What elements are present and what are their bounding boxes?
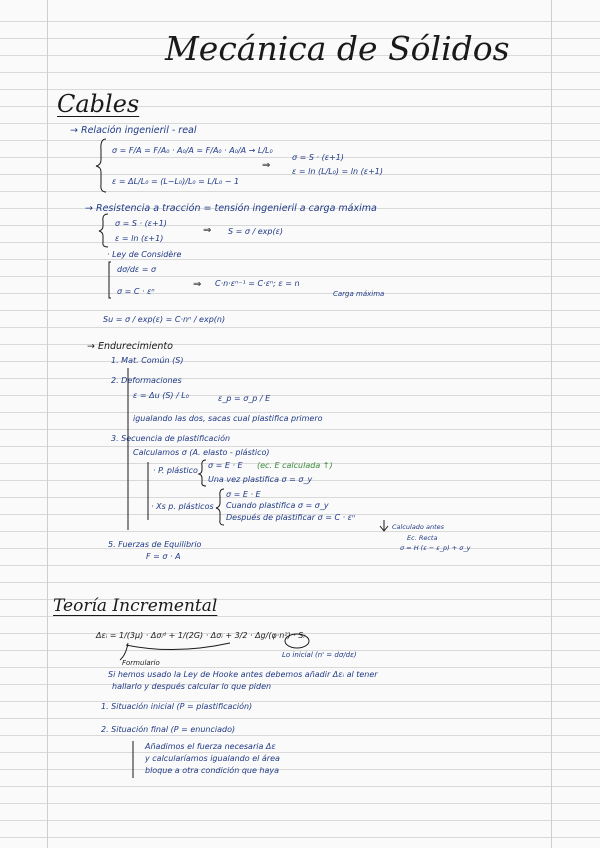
relacion-result-2: ε = ln (L/L₀) = ln (ε+1) bbox=[292, 167, 383, 176]
ley-considere: · Ley de Considère bbox=[107, 250, 182, 259]
item-3-subtitle: Calculamos σ (A. elasto - plástico) bbox=[133, 448, 270, 457]
incremental-equation: Δεᵢ = 1/(3μ) · Δσᵢᵈ + 1/(2G) · Δσᵢ + 3/2 · Δg/(φ·n²) · Sᵢ bbox=[96, 631, 305, 640]
resistencia-eq-1: σ = S · (ε+1) bbox=[115, 219, 167, 228]
lo-inicial-note: Lo inicial (n' = dσ/dε) bbox=[282, 651, 357, 659]
relacion-result-1: σ = S · (ε+1) bbox=[292, 153, 344, 162]
section-heading-cables: Cables bbox=[57, 90, 140, 118]
brace-p-plastico bbox=[199, 460, 206, 486]
item-5: 5. Fuerzas de Equilibrio bbox=[108, 540, 202, 549]
item-2-note: igualando las dos, sacas cual plastifica primero bbox=[133, 414, 323, 423]
brace-resistencia bbox=[99, 214, 108, 247]
section-heading-teoria: Teoría Incremental bbox=[53, 596, 218, 616]
relacion-eq-1: σ = F/A = F/A₀ · A₀/A = F/A₀ · A₀/A → L/L₀ bbox=[112, 146, 273, 155]
endurecimiento-label: → Endurecimiento bbox=[87, 341, 173, 352]
carga-maxima-note: Carga máxima bbox=[333, 290, 385, 298]
page-title: Mecánica de Sólidos bbox=[165, 29, 510, 68]
step-2-line-2: y calcularíamos igualando el área bbox=[145, 754, 280, 763]
hooke-note-2: hallarlo y después calcular lo que piden bbox=[112, 682, 272, 691]
relacion-eq-2: ε = ΔL/L₀ = (L−L₀)/L₀ = L/L₀ − 1 bbox=[112, 177, 240, 186]
p-plastico-eq-1-note: (ec. E calculada ↑) bbox=[257, 461, 333, 470]
relacion-label: → Relación ingenieril - real bbox=[70, 125, 197, 136]
resistencia-label: → Resistencia a tracción = tensión ingenieril a carga máxima bbox=[85, 203, 377, 214]
xs-plasticos-label: · Xs p. plásticos bbox=[151, 502, 214, 511]
su-formula: Su = σ / exp(ε) = C·nⁿ / exp(n) bbox=[103, 315, 226, 324]
side-note-2: Ec. Recta bbox=[407, 534, 438, 542]
implies-arrow-1: ⇒ bbox=[262, 160, 271, 171]
step-2: 2. Situación final (P = enunciado) bbox=[101, 725, 236, 734]
xs-eq-2: Cuando plastifica σ = σ_y bbox=[226, 501, 329, 510]
considere-result: C·n·εⁿ⁻¹ = C·εⁿ; ε = n bbox=[215, 279, 300, 288]
brace-xs-plasticos bbox=[216, 489, 224, 525]
item-5-eq: F = σ · A bbox=[146, 552, 181, 561]
hooke-note-1: Si hemos usado la Ley de Hooke antes debemos añadir Δεᵢ al tener bbox=[108, 670, 378, 679]
item-2-eq-2: ε_p = σ_p / E bbox=[218, 394, 271, 403]
bracket-considere bbox=[109, 262, 111, 298]
side-note-1: Calculado antes bbox=[392, 523, 445, 531]
step-2-line-1: Añadimos el fuerza necesaria Δε bbox=[145, 742, 276, 751]
brace-relacion bbox=[96, 139, 106, 192]
considere-eq-2: σ = C · εⁿ bbox=[117, 287, 155, 296]
item-1: 1. Mat. Común (S) bbox=[111, 356, 184, 365]
xs-eq-3: Después de plastificar σ = C · εⁿ bbox=[226, 513, 356, 522]
resistencia-result: S = σ / exp(ε) bbox=[228, 227, 284, 236]
down-arrow-side bbox=[380, 520, 388, 531]
formulario-pointer bbox=[120, 643, 230, 660]
step-2-line-3: bloque a otra condición que haya bbox=[145, 766, 280, 775]
p-plastico-eq-2: Una vez plastifica σ = σ_y bbox=[208, 475, 313, 484]
considere-eq-1: dσ/dε = σ bbox=[117, 265, 157, 274]
resistencia-eq-2: ε = ln (ε+1) bbox=[115, 234, 164, 243]
xs-eq-1: σ = E · E bbox=[226, 490, 261, 499]
formulario-label: Formulario bbox=[122, 659, 160, 667]
step-1: 1. Situación inicial (P = plastificación) bbox=[101, 702, 253, 711]
side-note-3: σ = H (ε − ε_p) + σ_y bbox=[400, 544, 471, 552]
item-2: 2. Deformaciones bbox=[111, 376, 182, 385]
item-3: 3. Secuencia de plastificación bbox=[111, 434, 231, 443]
p-plastico-eq-1: σ = E · E bbox=[208, 461, 243, 470]
item-2-eq-1: ε = Δu (S) / L₀ bbox=[133, 391, 189, 400]
p-plastico-label: · P. plástico bbox=[153, 466, 198, 475]
implies-arrow-2: ⇒ bbox=[203, 225, 212, 236]
si-circle bbox=[285, 634, 309, 648]
implies-arrow-3: ⇒ bbox=[193, 279, 202, 290]
